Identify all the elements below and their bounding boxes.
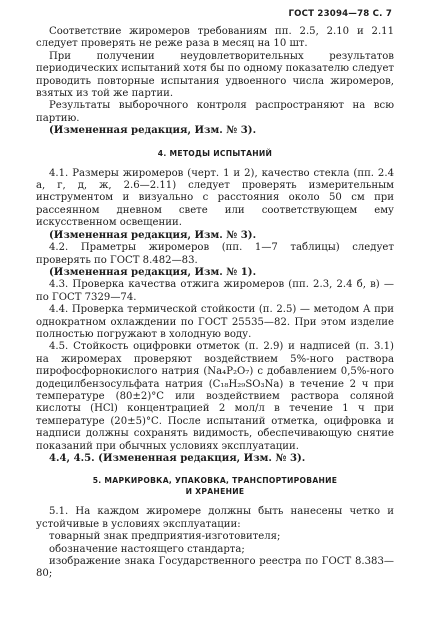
amendment-note: 4.4, 4.5. (Измененная редакция, Изм. № 3).: [49, 453, 306, 464]
paragraph: Результаты выборочного контроля распространяют на всю партию.: [36, 100, 394, 124]
paragraph: 4.3. Проверка качества отжига жиромеров (пп. 2.3, 2.4 б, в) — по ГОСТ 7329—74.: [36, 279, 394, 303]
amendment-note: (Измененная редакция, Изм. № 1).: [49, 266, 257, 278]
amendment-note: (Измененная редакция, Изм. № 3).: [49, 229, 257, 241]
document-body: [36, 26, 394, 581]
paragraph: Соответствие жиромеров требованиям пп. 2.5, 2.10 и 2.11 следует проверять не реже раза в месяц на 10 шт.: [36, 26, 394, 50]
paragraph: 4.2. Праметры жиромеров (пп. 1—7 таблицы) следует проверять по ГОСТ 8.482—83.: [36, 242, 394, 266]
paragraph: товарный знак предприятия-изготовителя;: [49, 531, 281, 543]
section-heading: 5. МАРКИРОВКА, УПАКОВКА, ТРАНСПОРТИРОВАНИЕ И ХРАНЕНИЕ: [92, 476, 338, 497]
paragraph: обозначение настоящего стандарта;: [49, 543, 245, 555]
paragraph: При получении неудовлетворительных результатов периодических испытаний хотя бы по одному показателю следует проводить повторные испытания удвоенного числа жиромеров, взятых из той же партии.: [36, 50, 395, 100]
paragraph: 5.1. На каждом жиромере должны быть нанесены четко и устойчивые в условиях эксплуатации:: [36, 506, 394, 530]
amendment-note: (Измененная редакция, Изм. № 3).: [49, 125, 257, 137]
paragraph: 4.1. Размеры жиромеров (черт. 1 и 2), качество стекла (пп. 2.4 а, г, д, ж, 2.6—2.11) следует проверять измерительным инструментом и визуально с расстояния около 50 см при рассеянном дневном свете или соответствующем ему искусственном освещении.: [36, 167, 394, 229]
page-header: ГОСТ 23094—78 С. 7: [288, 9, 392, 19]
paragraph: изображение знака Государственного реестра по ГОСТ 8.383—80;: [36, 556, 394, 580]
paragraph: 4.5. Стойкость оцифровки отметок (п. 2.9) и надписей (п. 3.1) на жиромерах проверяют воздействием 5%-ного раствора пирофосфорнокислого натрия (Na₄P₂O₇) с добавлением 0,5%-ного додецилбензосульфата натрия (C₁₈H₂₉SO₃Na) в течение 2 ч при температуре (80±2)°С или воздействием раствора соляной кислоты (НСl) концентрацией 2 мол/л в течение 1 ч при температуре (20±5)°С. После испытаний отметка, оцифровка и надписи должны сохранять видимость, обеспечивающую снятие показаний при обычных условиях эксплуатации.: [36, 341, 394, 452]
section-heading: 4. МЕТОДЫ ИСПЫТАНИЙ: [157, 148, 273, 158]
paragraph: 4.4. Проверка термической стойкости (п. 2.5) — методом А при однократном охлаждении по ГОСТ 25535—82. При этом изделие полностью погружают в холодную воду.: [36, 304, 394, 340]
